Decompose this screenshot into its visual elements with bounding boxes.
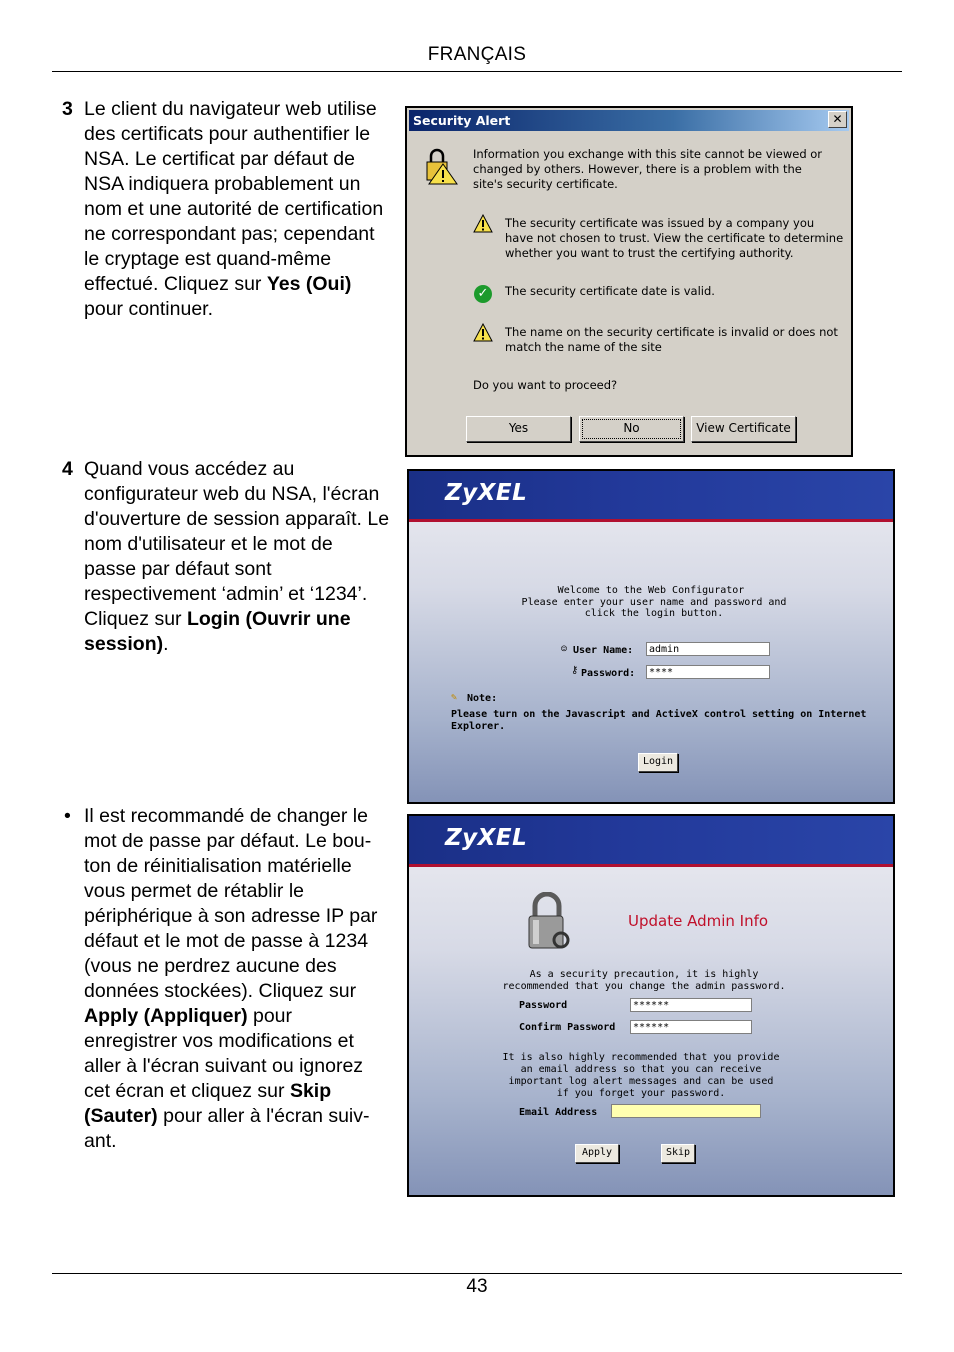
alert-item-date-valid: The security certificate date is valid. <box>505 284 715 298</box>
alert-item-untrusted: The security certificate was issued by a company you have not chosen to trust. View the certificate to determine whether you want to trust the certifying authority. <box>505 216 844 260</box>
step-3 <box>62 97 390 322</box>
welcome-text: Welcome to the Web Configurator <box>557 585 745 596</box>
confirm-password-input[interactable]: ****** <box>630 1020 752 1034</box>
warning-icon <box>473 323 493 343</box>
password-label: Password <box>519 1000 568 1011</box>
email-recommendation-text: It is also highly recommended that you provide an email address so that you can receive important log alert messages and can be used if you forget your password. <box>502 1052 780 1099</box>
dialog-intro: Information you exchange with this site cannot be viewed or changed by others. However, there is a problem with the site's security certificate. <box>473 147 823 191</box>
zyxel-logo: ZyXEL <box>445 825 528 851</box>
header-rule <box>52 71 902 72</box>
email-address-input[interactable] <box>611 1104 761 1118</box>
password-input[interactable]: ****** <box>630 998 752 1012</box>
banner-stripe <box>409 519 893 522</box>
note-text: Please turn on the Javascript and ActiveX control setting on Internet Explorer. <box>451 709 867 732</box>
note-icon: ✎ <box>451 692 458 703</box>
page-header-language: FRANÇAIS <box>427 44 527 65</box>
smiley-icon: ☺ <box>561 644 568 655</box>
bullet-note <box>62 804 390 1154</box>
step-text: Quand vous accédez au configurateur web du NSA, l'écran d'ouverture de session apparaît. Le nom d'utilisateur et le mot de passe par défaut sont respectivement ‘admin’ et ‘1234’. Cliquez sur Login (Ouvrir une session). <box>84 458 390 655</box>
login-button[interactable]: Login <box>638 753 678 772</box>
confirm-password-label: Confirm Password <box>519 1022 616 1033</box>
step-number: 3 <box>62 98 73 120</box>
dialog-question: Do you want to proceed? <box>473 378 618 392</box>
security-alert-dialog <box>405 106 853 457</box>
apply-button[interactable]: Apply <box>575 1144 619 1163</box>
password-input[interactable]: **** <box>646 665 770 679</box>
update-admin-title: Update Admin Info <box>628 912 769 930</box>
zyxel-banner <box>409 471 893 519</box>
email-address-label: Email Address <box>519 1107 598 1118</box>
skip-button[interactable]: Skip <box>661 1144 695 1163</box>
key-icon: ⚷ <box>571 665 579 676</box>
yes-button[interactable]: Yes <box>466 416 571 442</box>
check-icon: ✓ <box>474 285 492 303</box>
lock-warning-icon <box>423 146 459 186</box>
zyxel-update-admin-screen <box>407 814 895 1197</box>
step-number: 4 <box>62 458 73 480</box>
zyxel-logo: ZyXEL <box>445 480 528 506</box>
step-4 <box>62 457 390 657</box>
login-instructions: Please enter your user name and password and click the login button. <box>521 597 787 619</box>
bullet-symbol: • <box>64 805 71 827</box>
user-name-input[interactable]: admin <box>646 642 770 656</box>
dialog-title: Security Alert <box>409 110 849 131</box>
zyxel-login-screen <box>407 469 895 804</box>
alert-item-name-invalid: The name on the security certificate is invalid or does not match the name of the site <box>505 325 838 354</box>
warning-icon <box>473 214 493 234</box>
padlock-icon <box>525 892 573 952</box>
bullet-text: Il est recommandé de changer le mot de passe par défaut. Le bou-ton de réinitialisation matérielle vous permet de rétablir le périphérique à son adresse IP par défaut et le mot de passe à 1234 (vous ne perdrez aucune des données stockées). Cliquez sur Apply (Appliquer) pour enregistrer vos modifications et aller à l'écran suivant ou ignorez cet écran et cliquez sur Skip (Sauter) pour aller à l'écran suiv-ant. <box>84 805 378 1152</box>
view-certificate-button[interactable]: View Certificate <box>691 416 796 442</box>
user-name-label: User Name: <box>573 645 634 656</box>
banner-stripe <box>409 864 893 867</box>
password-label: Password: <box>581 668 636 679</box>
close-icon[interactable]: ✕ <box>828 111 847 128</box>
no-button[interactable]: No <box>579 416 684 442</box>
step-text: Le client du navigateur web utilise des certificats pour authentifier le NSA. Le certificat par défaut de NSA indiquera probablement un nom et une autorité de certification ne correspondant pas; cependant le cryptage est quand-même effectué. Cliquez sur Yes (Oui) pour continuer. <box>84 98 384 320</box>
security-precaution-text: As a security precaution, it is highly recommended that you change the admin password. <box>502 969 786 992</box>
footer-rule <box>52 1273 902 1274</box>
page-number: 43 <box>466 1276 488 1297</box>
note-label: Note: <box>467 693 498 704</box>
zyxel-banner <box>409 816 893 864</box>
